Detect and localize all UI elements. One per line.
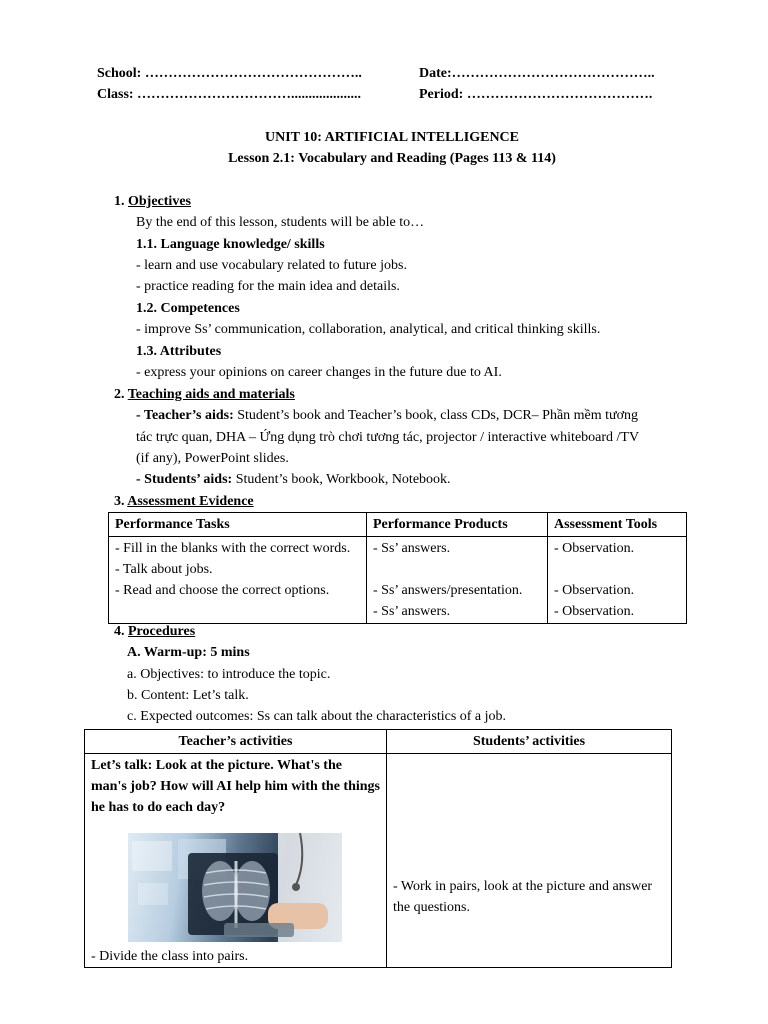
tool-item: - Observation.	[554, 541, 635, 556]
product-item: - Ss’ answers/presentation.	[373, 583, 523, 598]
objective-item: - learn and use vocabulary related to future jobs.	[136, 258, 407, 273]
lesson-title: Lesson 2.1: Vocabulary and Reading (Pages 113 & 114)	[228, 151, 556, 166]
product-item: - Ss’ answers.	[373, 541, 451, 556]
unit-title: UNIT 10: ARTIFICIAL INTELLIGENCE	[264, 130, 520, 145]
assessment-heading: 3. Assessment Evidence	[114, 494, 254, 509]
student-activity-cell	[387, 754, 672, 968]
language-skills-heading: 1.1. Language knowledge/ skills	[136, 237, 325, 252]
teacher-aids-line: tác trực quan, DHA – Ứng dụng trò chơi tương tác, projector / interactive whiteboard /TV	[136, 430, 640, 445]
header-cell: Assessment Tools	[548, 513, 687, 537]
objectives-intro: By the end of this lesson, students will be able to…	[136, 215, 425, 230]
tool-item: - Observation.	[554, 583, 635, 598]
table-row	[109, 537, 687, 624]
teacher-activities-header: Teacher’s activities	[85, 730, 387, 754]
objective-item: - express your opinions on career changes in the future due to AI.	[136, 365, 502, 380]
teacher-aids: - Teacher’s aids: Student’s book and Teacher’s book, class CDs, DCR– Phần mềm tương	[136, 408, 639, 423]
teacher-step: - Divide the class into pairs.	[91, 949, 249, 964]
tools-cell	[548, 537, 687, 624]
teacher-aids-line: (if any), PowerPoint slides.	[136, 451, 289, 466]
objective-item: - improve Ss’ communication, collaboration, analytical, and critical thinking skills.	[136, 322, 601, 337]
attributes-heading: 1.3. Attributes	[136, 344, 222, 359]
class-field: Class: ……………………………....................	[97, 87, 362, 102]
lets-talk-prompt: Let’s talk: Look at the picture. What's the man's job? How will AI help him with the things he has to do each day?	[91, 758, 380, 815]
competences-heading: 1.2. Competences	[136, 301, 240, 316]
header-cell: Performance Tasks	[109, 513, 367, 537]
task-item: - Talk about jobs.	[115, 562, 213, 577]
header-cell: Performance Products	[367, 513, 548, 537]
student-activities-header: Students’ activities	[387, 730, 672, 754]
procedure-item: b. Content: Let’s talk.	[127, 688, 249, 703]
student-step: - Work in pairs, look at the picture and answer the questions.	[393, 879, 653, 915]
procedures-heading: 4. Procedures	[114, 624, 196, 639]
teaching-aids-heading: 2. Teaching aids and materials	[114, 387, 295, 402]
tasks-cell	[109, 537, 367, 624]
student-aids: - Students’ aids: Student’s book, Workbook, Notebook.	[136, 472, 451, 487]
period-field: Period: ………………………………….	[419, 87, 653, 102]
tool-item: - Observation.	[554, 604, 635, 619]
procedure-item: a. Objectives: to introduce the topic.	[127, 667, 331, 682]
task-item: - Fill in the blanks with the correct words.	[115, 541, 351, 556]
assessment-table	[108, 512, 687, 624]
product-item: - Ss’ answers.	[373, 604, 451, 619]
objectives-heading: 1. Objectives	[114, 194, 191, 209]
date-field: Date:……………………………………..	[419, 66, 655, 81]
warmup-heading: A. Warm-up: 5 mins	[127, 645, 250, 660]
school-field: School: ………………………………………..	[97, 66, 362, 81]
procedure-item: c. Expected outcomes: Ss can talk about the characteristics of a job.	[127, 709, 507, 724]
objective-item: - practice reading for the main idea and details.	[136, 279, 400, 294]
task-item: - Read and choose the correct options.	[115, 583, 330, 598]
products-cell	[367, 537, 548, 624]
doctor-xray-image	[128, 833, 342, 942]
